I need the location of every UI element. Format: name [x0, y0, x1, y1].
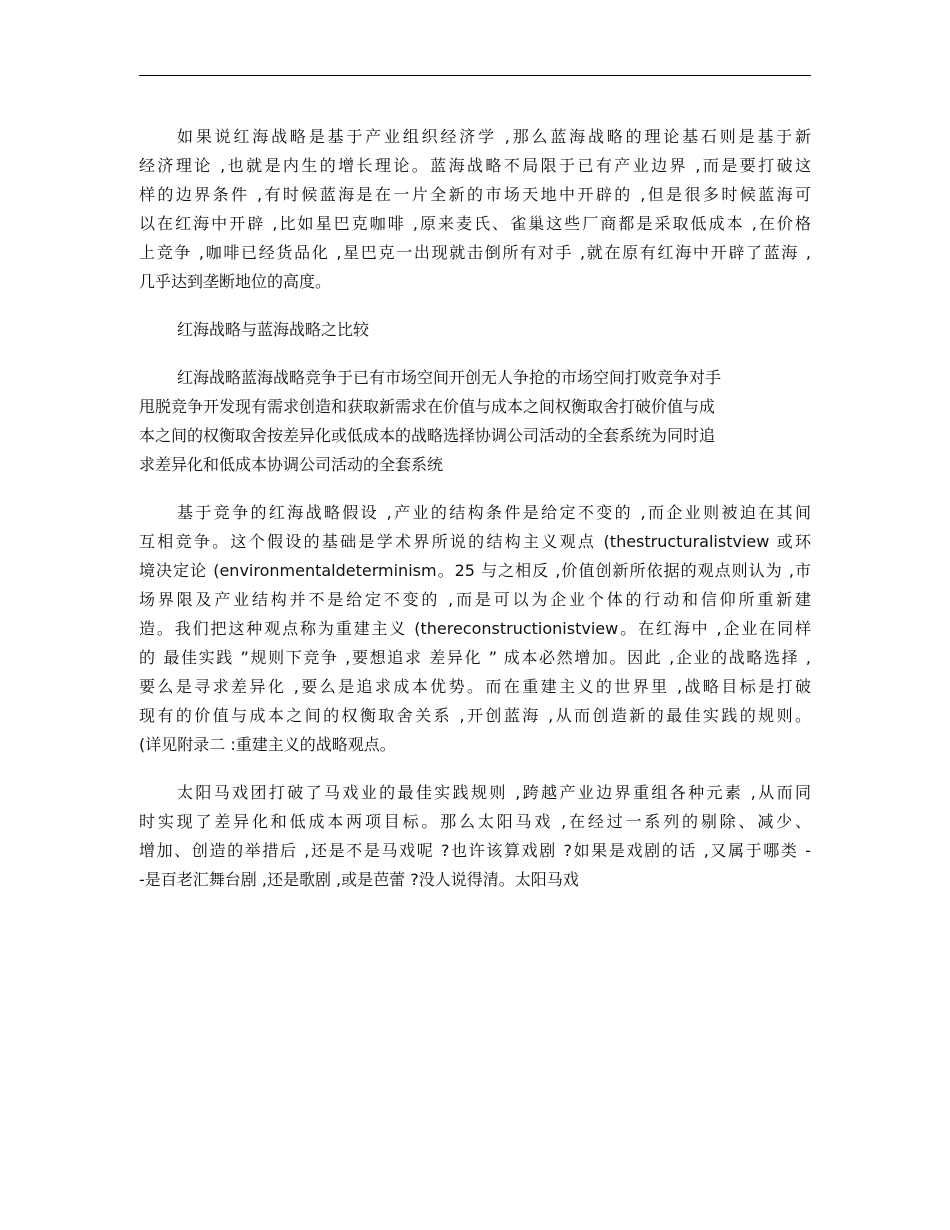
text-line: 造。我们把这种观点称为重建主义 (thereconstructionistview。在红海中 ,企业在同样 — [139, 619, 811, 638]
text-line: 样的边界条件 ,有时候蓝海是在一片全新的市场天地中开辟的 ,但是很多时候蓝海可 — [139, 185, 811, 204]
text-line: 境决定论 (environmentaldeterminism。25 与之相反 ,价值创新所依据的观点则认为 ,市 — [139, 561, 811, 580]
text-line: 基于竞争的红海战略假设 ,产业的结构条件是给定不变的 ,而企业则被迫在其间 — [177, 503, 811, 522]
text-line: 本之间的权衡取舍按差异化或低成本的战略选择协调公司活动的全套系统为同时追 — [139, 426, 716, 445]
text-line: 上竞争 ,咖啡已经货品化 ,星巴克一出现就击倒所有对手 ,就在原有红海中开辟了蓝海 , — [139, 243, 811, 262]
text-line: 几乎达到垄断地位的高度。 — [139, 272, 332, 291]
text-line: 求差异化和低成本协调公司活动的全套系统 — [139, 455, 444, 474]
paragraph-1 — [139, 122, 811, 296]
text-line: 的 最佳实践 ”规则下竞争 ,要想追求 差异化 ” 成本必然增加。因此 ,企业的战略选择 , — [139, 648, 811, 667]
text-line: 场界限及产业结构并不是给定不变的 ,而是可以为企业个体的行动和信仰所重新建 — [139, 590, 811, 609]
text-line: 要么是寻求差异化 ,要么是追求成本优势。而在重建主义的世界里 ,战略目标是打破 — [139, 677, 811, 696]
document-body — [139, 122, 811, 913]
section-heading — [139, 315, 811, 344]
text-line: 时实现了差异化和低成本两项目标。那么太阳马戏 ,在经过一系列的剔除、减少、 — [139, 812, 811, 831]
paragraph-4 — [139, 498, 811, 759]
text-line: 如果说红海战略是基于产业组织经济学 ,那么蓝海战略的理论基石则是基于新 — [177, 127, 811, 146]
text-line: 经济理论 ,也就是内生的增长理论。蓝海战略不局限于已有产业边界 ,而是要打破这 — [139, 156, 811, 175]
text-line: 互相竞争。这个假设的基础是学术界所说的结构主义观点 (thestructuralistview 或环 — [139, 532, 811, 551]
text-line: 太阳马戏团打破了马戏业的最佳实践规则 ,跨越产业边界重组各种元素 ,从而同 — [177, 783, 811, 802]
paragraph-5 — [139, 778, 811, 894]
paragraph-3 — [139, 363, 811, 479]
text-line: 红海战略蓝海战略竞争于已有市场空间开创无人争抢的市场空间打败竞争对手 — [177, 368, 722, 387]
text-line: 现有的价值与成本之间的权衡取舍关系 ,开创蓝海 ,从而创造新的最佳实践的规则。 — [139, 706, 811, 725]
heading-text: 红海战略与蓝海战略之比较 — [177, 320, 370, 339]
header-rule — [139, 75, 811, 76]
text-line: 以在红海中开辟 ,比如星巴克咖啡 ,原来麦氏、雀巢这些厂商都是采取低成本 ,在价格 — [139, 214, 811, 233]
text-line: 增加、创造的举措后 ,还是不是马戏呢 ?也许该算戏剧 ?如果是戏剧的话 ,又属于哪类 - — [139, 841, 811, 860]
text-line: -是百老汇舞台剧 ,还是歌剧 ,或是芭蕾 ?没人说得清。太阳马戏 — [139, 870, 579, 889]
text-line: (详见附录二 :重建主义的战略观点。 — [139, 735, 396, 754]
text-line: 甩脱竞争开发现有需求创造和获取新需求在价值与成本之间权衡取舍打破价值与成 — [139, 397, 716, 416]
